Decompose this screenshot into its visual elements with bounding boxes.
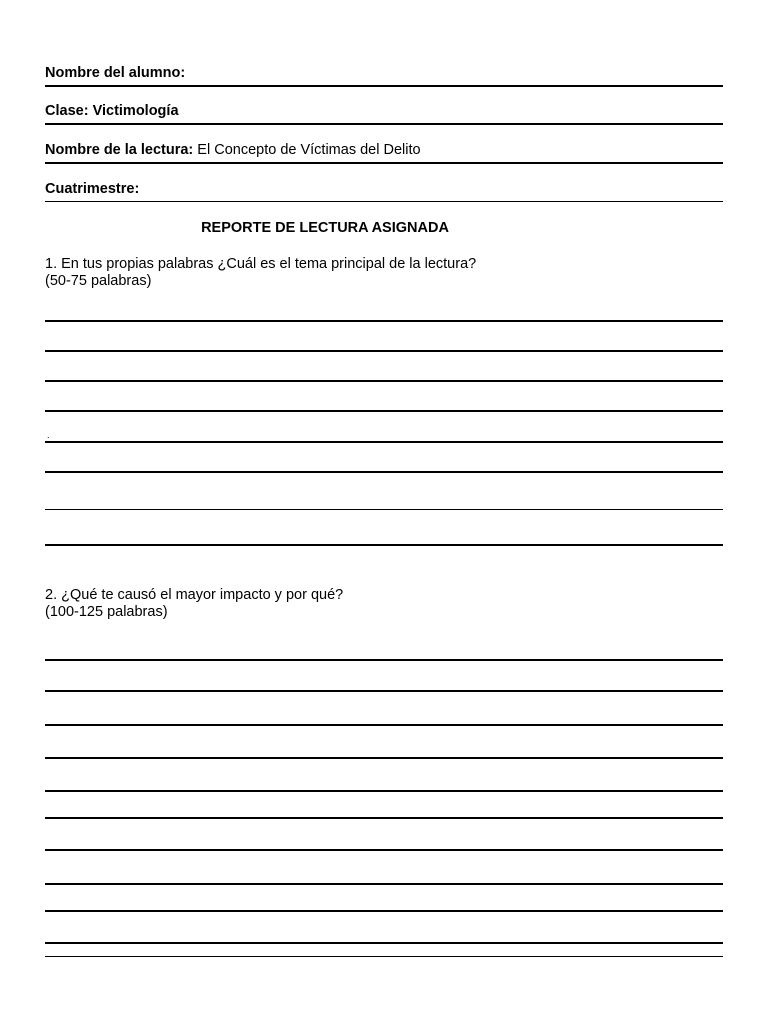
answer-line[interactable]	[45, 350, 723, 352]
answer-line[interactable]	[45, 883, 723, 885]
answer-line[interactable]	[45, 942, 723, 944]
answer-line[interactable]	[45, 724, 723, 726]
student-name-field[interactable]	[45, 65, 723, 87]
reading-name-label: Nombre de la lectura:	[45, 142, 194, 158]
answer-line[interactable]	[45, 790, 723, 792]
question-2-note: (100-125 palabras)	[45, 604, 168, 620]
student-name-label: Nombre del alumno:	[45, 65, 186, 81]
class-value: Victimología	[92, 103, 179, 119]
question-2-text: 2. ¿Qué te causó el mayor impacto y por qué?	[45, 587, 344, 603]
answer-line[interactable]	[45, 956, 723, 957]
answer-line[interactable]	[45, 910, 723, 912]
question-1-note: (50-75 palabras)	[45, 273, 152, 289]
reading-name-value: El Concepto de Víctimas del Delito	[197, 142, 421, 158]
term-field[interactable]	[45, 181, 723, 202]
answer-line[interactable]	[45, 817, 723, 819]
answer-line[interactable]	[45, 544, 723, 546]
question-2	[45, 587, 723, 621]
stray-mark: .	[47, 430, 50, 440]
question-1-text: 1. En tus propias palabras ¿Cuál es el tema principal de la lectura?	[45, 256, 477, 272]
class-field[interactable]	[45, 103, 723, 125]
page-title: REPORTE DE LECTURA ASIGNADA	[201, 220, 449, 236]
answer-line[interactable]	[45, 849, 723, 851]
answer-line[interactable]	[45, 757, 723, 759]
question-1	[45, 256, 723, 290]
answer-line[interactable]	[45, 690, 723, 692]
term-label: Cuatrimestre:	[45, 181, 140, 197]
answer-line[interactable]	[45, 380, 723, 382]
answer-line[interactable]	[45, 441, 723, 443]
answer-line[interactable]	[45, 320, 723, 322]
reading-name-field[interactable]	[45, 142, 723, 164]
answer-line[interactable]	[45, 410, 723, 412]
class-label: Clase:	[45, 103, 89, 119]
answer-line[interactable]	[45, 659, 723, 661]
answer-line[interactable]	[45, 471, 723, 473]
answer-line[interactable]	[45, 509, 723, 510]
